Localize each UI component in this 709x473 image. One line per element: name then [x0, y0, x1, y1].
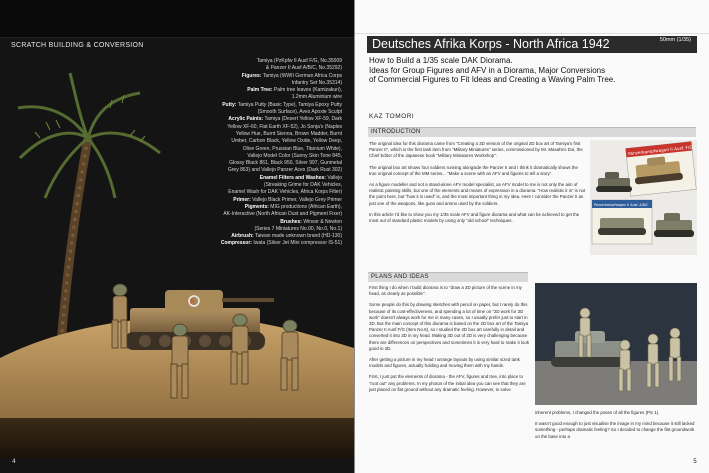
paragraph: Some people do this by drawing sketches with pencil on paper, but I rarely do this because of its cost-effectiveness, and spending a lot of time on "2D work for 3D work" doesn't always work for me in many cases, so I usually prefer just to start in 3D. But the main concept of this diorama is based on the 2D box art of the Tamiya Panzer II Ausf F/G (Item No.9), so I studied the 2D box art carefully in detail and converted it into 3D in my head. Making 3D out of 2D is very challenging because there are differences on perspectives and sometimes it is very hard to make it look good in 3D.: [369, 302, 530, 351]
spec-row: (Series 7 Miniatures No.00, No.0, No.1): [254, 225, 342, 232]
plans-text: [369, 285, 529, 398]
box-art-top-title: Panzerkampfwagen II Ausf. F/G: [627, 144, 693, 157]
spec-row: Acrylic Paints: Tamiya (Desert Yellow XF-59, Dark: [228, 116, 342, 123]
plans-heading: PLANS AND IDEAS: [368, 272, 528, 282]
spec-row: (Smooth Surface), Aves Apoxie Sculpt: [257, 109, 342, 116]
materials-list: [124, 58, 342, 248]
left-page: [0, 0, 354, 473]
title-band: [367, 36, 697, 53]
spec-row: Brushes: Winsor & Newton: [280, 218, 342, 225]
spec-row: AK-Interactive (North African Dust and Pigment Fixer): [223, 211, 342, 218]
paragraph: First, I just put the elements of diorama - the AFV, figures and tree, into place to "root out" any problems. In my photos of the initial idea you can see that they are just placed on flat ground without any dramatic feeling. However, to solve: [369, 374, 526, 392]
article-subtitle: How to Build a 1/35 scale DAK Diorama. Ideas for Group Figures and AFV in a Diorama, Major Conversions of Commercial Figures to Fit Ideas and Creating a Waving Palm Tree.: [369, 56, 616, 84]
scale-label: 50mm (1/35): [659, 37, 691, 43]
tank-model: [125, 290, 274, 350]
spec-row: Olive Green, Prussian Blue, Titanium White),: [242, 145, 342, 152]
spec-row: (Streaking Grime for DAK Vehicles,: [263, 182, 342, 189]
spec-row: Compressor: Iwata (Silver Jet Mini compressor IS-51): [220, 240, 342, 247]
spec-row: & Panzer II Ausf A/B/C, No.35292): [265, 65, 342, 72]
plans-text-right: [535, 410, 697, 445]
paragraph: In this article I'd like to show you my 1/35 scale AFV and figure diorama and what can be achieved to get the most out of standard plastic models by using only "old school" techniques.: [369, 211, 580, 224]
spec-row: 1.2mm Aluminium wire: [291, 94, 342, 101]
section-label: SCRATCH BUILDING & CONVERSION: [11, 42, 144, 49]
spec-row: Palm Tree: Palm tree leaves (Kamizakuri),: [247, 87, 342, 94]
right-top-bar: [355, 0, 709, 34]
spec-row: Enamel Filters and Washes: Vallejo: [259, 174, 342, 181]
paragraph: The original box art shows four soldiers running alongside the Panzer II and I think it dramatically shows the true original concept of the MM series... "Make a scene with an AFV and figures to tell a story".: [369, 164, 578, 176]
spec-row: Tamiya (PzKpfw II Ausf F/G, No.35009: [256, 58, 342, 64]
paragraph: After getting a picture in my head I arrange layouts by using similar sized tank models and figures, actually holding and moving them with my hands.: [369, 357, 520, 369]
paragraph: First thing I do when I build diorama is to "draw a 3D picture of the scene in my head, as clearly as possible".: [369, 285, 522, 297]
box-art-bottom-title: Panzerkampfwagen II Ausf. A/B/C: [594, 203, 649, 207]
paragraph: The original idea for this diorama came from "Creating a 3D version of the original 2D box art of Tamiya's first Panzer II", which is the first tank item from "Military Miniatures" series, commissioned by Mr. Masahiro Doi, the Chief Editor of the Japanese book "Military Miniatures Workshop".: [369, 141, 583, 159]
page-number-left: 4: [12, 458, 16, 465]
spec-row: Airbrush: Taiwan made unknown brand (HD-130): [231, 233, 342, 240]
spec-row: Vallejo Model Color (Sunny Skin Tone 845,: [247, 152, 342, 159]
page-number-right: 5: [693, 458, 697, 465]
left-top-bar: [0, 0, 354, 38]
figures-layout-photo: [535, 283, 697, 405]
paragraph: As a figure modeller and not a stand-alone AFV model specialist, an AFV model to me is not only the aim of realistic painting skills, but one of the elements and means of expression in a diorama. "How realistic it is" is not the point here, but "how it is used" is, and the most important thing in my idea. Here I consider the Panzer II as just one of the weapons, like guns and ammo used by the soldiers.: [369, 182, 586, 206]
box-art-photo: [590, 140, 697, 255]
spec-row: Figures: Tamiya (WWII German Africa Corps: [241, 72, 342, 79]
page-title: Deutsches Afrika Korps - North Africa 1942: [372, 37, 610, 51]
spec-row: Infantry Set No.35314): [291, 79, 342, 86]
paragraph: inherent problems, I changed the poses of all the figures (Pic 1).: [535, 410, 660, 415]
paragraph: It wasn't good enough to just visualise the image in my mind because it still lacked something - perhaps dramatic feeling? So I decided to change the flat groundwork on the base into a: [535, 421, 695, 439]
svg-text:R: R: [190, 298, 195, 306]
author-name: KAZ TOMORI: [369, 113, 415, 120]
intro-heading: INTRODUCTION: [368, 127, 696, 137]
spec-row: Primer: Vallejo Black Primer, Vallejo Grey Primer: [233, 196, 342, 203]
spec-row: Pigments: MIG productions (African Earth),: [244, 203, 342, 210]
spec-row: Yellow Hue, Burnt Sienna, Brown Madder, Burnt: [235, 130, 342, 137]
intro-text: [369, 141, 586, 229]
right-page: [355, 0, 709, 473]
spec-row: Putty: Tamiya Putty (Basic Type), Tamiya Epoxy Putty: [222, 101, 342, 108]
spec-row: Grey 863) and Vallejo Panzer Aces (Dark Rust 302): [227, 167, 342, 174]
spec-row: Yellow XF-60, Flat Earth XF-52), Jo Sonja's (Naples: [227, 123, 342, 130]
spec-row: Umber, Carbon Black, Yellow Oxide, Yellow Deep,: [231, 138, 342, 145]
spec-row: Glossy Black 861, Black 950, Silver 997, Gunmetal: [229, 160, 342, 167]
spec-row: Enamel Wash for DAK Vehicles, Africa Korps Filter): [228, 189, 342, 196]
